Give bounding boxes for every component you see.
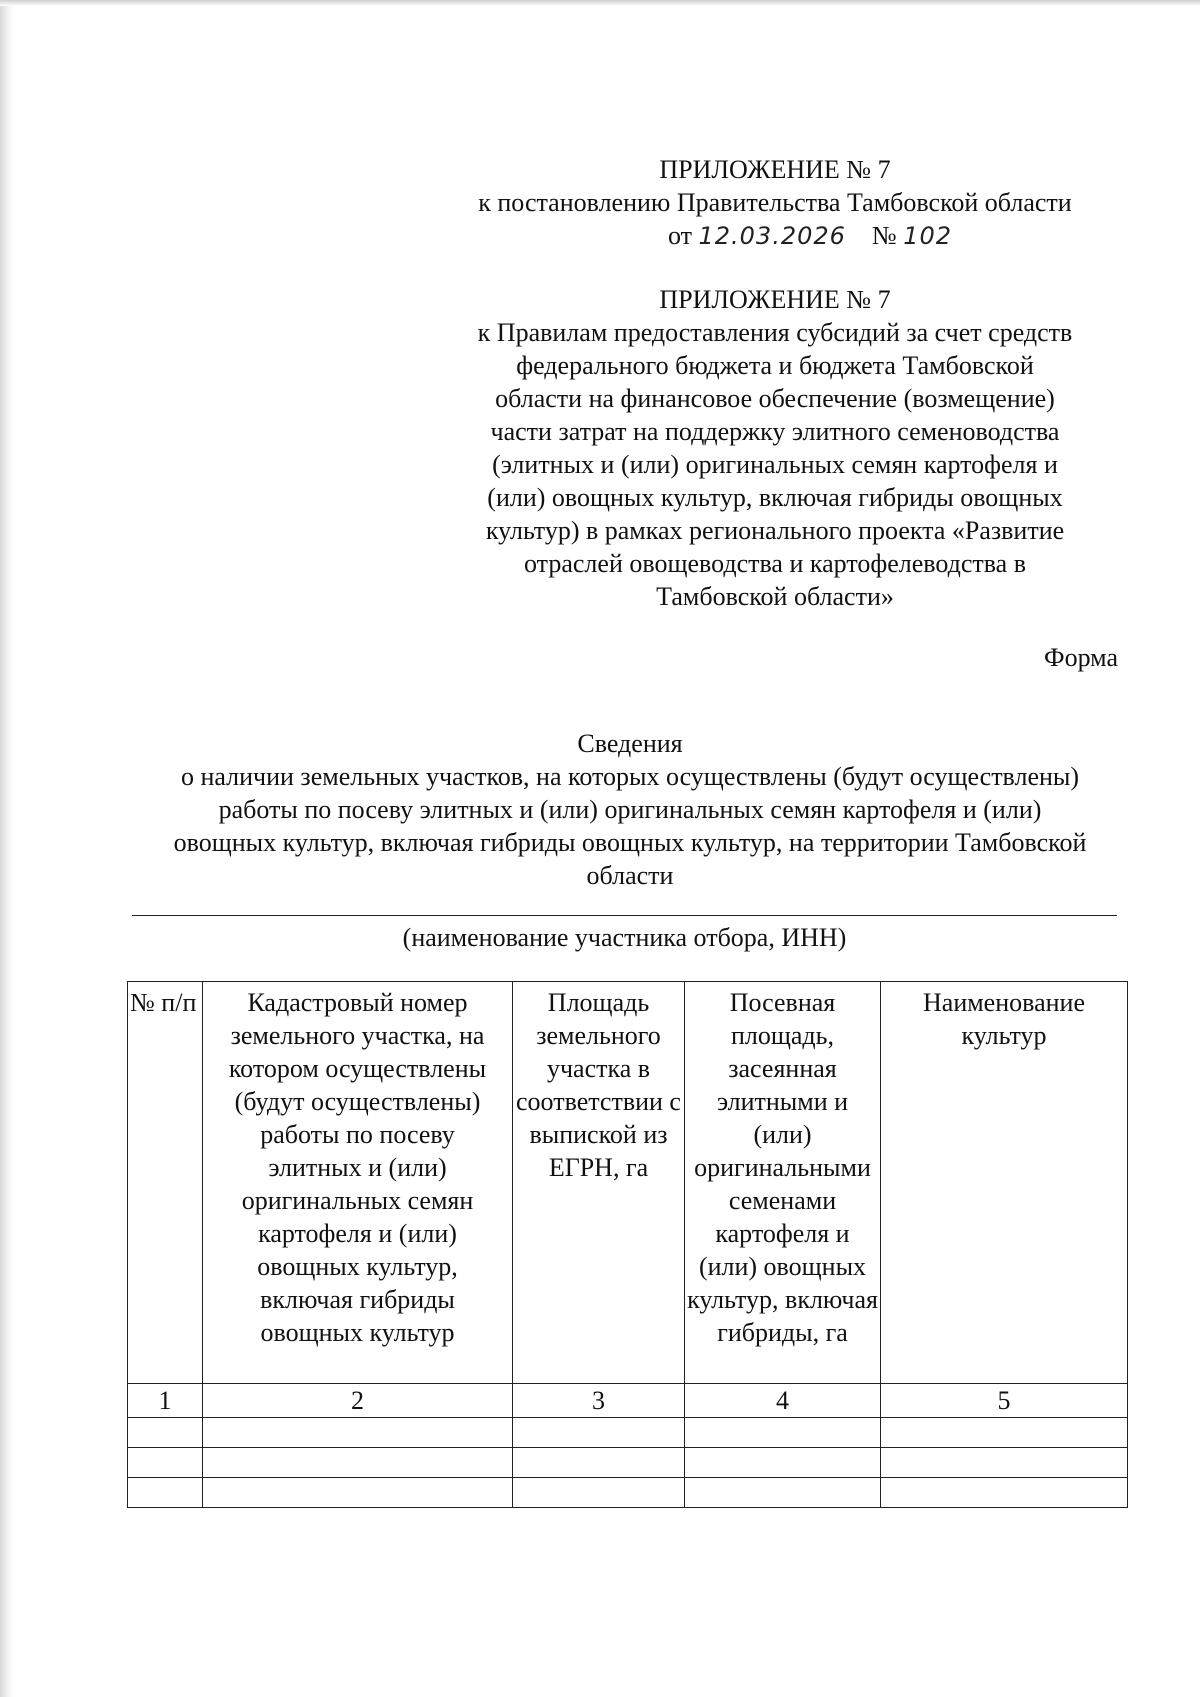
column-number: 4 [685,1384,881,1418]
column-number: 3 [513,1384,685,1418]
rules-line: области на финансовое обеспечение (возмещение) [495,384,1055,413]
title-line: о наличии земельных участков, на которых осуществлены (будут осуществлены) [180,762,1080,791]
header-cell-number: № п/п [128,982,203,1384]
header-cell-area: Площадь земельного участка в соответствии с выпиской из ЕГРН, га [513,982,685,1384]
title-line: овощных культур, включая гибриды овощных культур, на территории Тамбовской [173,828,1087,857]
scan-edge-left [0,0,14,1697]
table-cell[interactable] [203,1478,513,1508]
table-cell[interactable] [203,1448,513,1478]
scan-edge-top [0,0,1200,6]
appendix-title: ПРИЛОЖЕНИЕ № 7 [659,155,891,184]
table-cell[interactable] [128,1448,203,1478]
participant-caption: (наименование участника отбора, ИНН) [402,923,847,952]
column-number-row [128,1384,1128,1418]
participant-fill-line[interactable] [132,915,1117,916]
column-number: 2 [203,1384,513,1418]
table-header-row [128,982,1128,1384]
rules-line: (элитных и (или) оригинальных семян картофеля и [492,450,1058,479]
land-plots-table [127,981,1128,1508]
column-number: 1 [128,1384,203,1418]
table-cell[interactable] [513,1478,685,1508]
rules-line: (или) овощных культур, включая гибриды овощных [487,483,1063,512]
decree-appendix-block [430,153,1120,253]
title-heading: Сведения [577,729,683,758]
decree-date-number [430,219,1120,253]
header-cell-crops: Наименование культур [881,982,1128,1384]
table-cell[interactable] [685,1448,881,1478]
table-row [128,1418,1128,1448]
table-cell[interactable] [513,1448,685,1478]
rules-line: Тамбовской области» [656,582,894,611]
number-prefix: № [871,221,897,250]
table-cell[interactable] [128,1418,203,1448]
table-cell[interactable] [881,1418,1128,1448]
table-cell[interactable] [685,1478,881,1508]
header-cell-cadastral: Кадастровый номер земельного участка, на котором осуществлены (будут осуществлены) работы по посеву элитных и (или) оригинальных семян картофеля и (или) овощных культур, включая гибриды овощных культур [203,982,513,1384]
date-prefix: от [667,221,692,250]
title-line: области [586,861,674,890]
rules-line: отраслей овощеводства и картофелеводства в [524,549,1026,578]
table-cell[interactable] [513,1418,685,1448]
title-line: работы по посеву элитных и (или) оригинальных семян картофеля и (или) [218,795,1042,824]
rules-appendix-block [430,283,1120,613]
decree-reference: к постановлению Правительства Тамбовской области [478,188,1072,217]
rules-line: федерального бюджета и бюджета Тамбовской [516,351,1034,380]
document-title [110,727,1150,892]
rules-line: части затрат на поддержку элитного семеноводства [490,417,1060,446]
rules-line: к Правилам предоставления субсидий за счет средств [477,318,1073,347]
table-cell[interactable] [881,1448,1128,1478]
header-cell-sown-area: Посевная площадь, засеянная элитными и (или) оригинальными семенами картофеля и (или) овощных культур, включая гибриды, га [685,982,881,1384]
column-number: 5 [881,1384,1128,1418]
table-row [128,1448,1128,1478]
table-row [128,1478,1128,1508]
table-cell[interactable] [203,1418,513,1448]
handwritten-date: 12.03.2026 [698,222,846,250]
form-label: Форма [1044,643,1118,672]
table-cell[interactable] [685,1418,881,1448]
rules-appendix-title: ПРИЛОЖЕНИЕ № 7 [659,285,891,314]
table-cell[interactable] [128,1478,203,1508]
table-cell[interactable] [881,1478,1128,1508]
rules-line: культур) в рамках регионального проекта «Развитие [485,516,1065,545]
handwritten-number: 102 [903,222,953,250]
